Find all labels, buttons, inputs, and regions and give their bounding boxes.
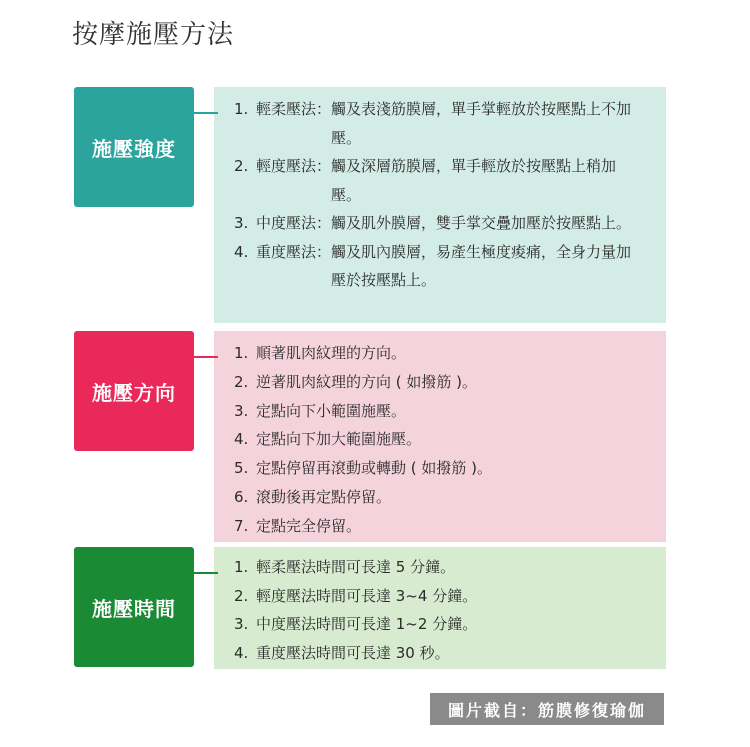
intensity-list [234, 95, 646, 295]
item-number: 4. [234, 430, 249, 449]
item-category: 輕度壓法： [256, 157, 332, 175]
direction-connector [194, 356, 218, 358]
direction-list [234, 339, 646, 541]
item-number: 2. [234, 586, 249, 605]
intensity-connector [194, 112, 218, 114]
list-item [234, 397, 646, 426]
section-intensity [74, 87, 666, 323]
item-text: 滾動後再定點停留。 [256, 487, 392, 506]
item-number: 1. [234, 100, 249, 118]
item-text: 定點向下加大範圍施壓。 [256, 430, 422, 449]
list-item [234, 610, 646, 639]
item-text: 定點完全停留。 [256, 516, 362, 535]
item-number: 3. [234, 401, 249, 420]
item-number: 4. [234, 242, 249, 261]
page-title: 按摩施壓方法 [72, 20, 235, 50]
intensity-tab-label: 施壓強度 [74, 87, 194, 207]
image-credit: 圖片截自：筋膜修復瑜伽 [430, 693, 664, 725]
list-item [234, 339, 646, 368]
item-description: 觸及深層筋膜層，單手輕放於按壓點上稍加壓。 [331, 157, 617, 204]
time-list [234, 553, 646, 667]
section-direction [74, 331, 666, 542]
list-item [234, 238, 646, 295]
list-item [234, 553, 646, 582]
item-category: 中度壓法： [256, 214, 332, 232]
item-number: 7. [234, 516, 249, 535]
item-category: 輕柔壓法： [256, 100, 332, 118]
item-number: 3. [234, 615, 249, 633]
section-time [74, 547, 666, 669]
item-text: 逆著肌肉紋理的方向 ( 如撥筋 )。 [256, 372, 478, 391]
item-number: 4. [234, 643, 249, 662]
item-number: 1. [234, 558, 249, 576]
item-number: 2. [234, 372, 249, 391]
time-tab-label: 施壓時間 [74, 547, 194, 667]
item-text: 中度壓法時間可長達 1~2 分鐘。 [256, 615, 478, 633]
list-item [234, 368, 646, 397]
item-text: 定點向下小範圍施壓。 [256, 401, 407, 420]
time-connector [194, 572, 218, 574]
item-number: 2. [234, 157, 249, 175]
list-item [234, 209, 646, 238]
item-number: 1. [234, 344, 249, 362]
list-item [234, 483, 646, 512]
item-text: 順著肌肉紋理的方向。 [256, 344, 407, 362]
list-item [234, 454, 646, 483]
direction-tab-label: 施壓方向 [74, 331, 194, 451]
list-item [234, 95, 646, 152]
item-text: 重度壓法時間可長達 30 秒。 [256, 643, 450, 662]
list-item [234, 425, 646, 454]
list-item [234, 512, 646, 541]
item-category: 重度壓法： [256, 242, 332, 261]
item-description: 觸及表淺筋膜層，單手掌輕放於按壓點上不加壓。 [331, 100, 632, 147]
item-text: 定點停留再滾動或轉動 ( 如撥筋 )。 [256, 459, 493, 478]
list-item [234, 582, 646, 611]
item-description: 觸及肌內膜層，易產生極度痠痛，全身力量加壓於按壓點上。 [331, 242, 632, 289]
list-item [234, 152, 646, 209]
item-number: 3. [234, 214, 249, 232]
item-description: 觸及肌外膜層，雙手掌交疊加壓於按壓點上。 [331, 214, 632, 232]
item-number: 5. [234, 459, 249, 478]
item-text: 輕度壓法時間可長達 3~4 分鐘。 [256, 586, 478, 605]
item-number: 6. [234, 487, 249, 506]
item-text: 輕柔壓法時間可長達 5 分鐘。 [256, 558, 456, 576]
list-item [234, 639, 646, 668]
